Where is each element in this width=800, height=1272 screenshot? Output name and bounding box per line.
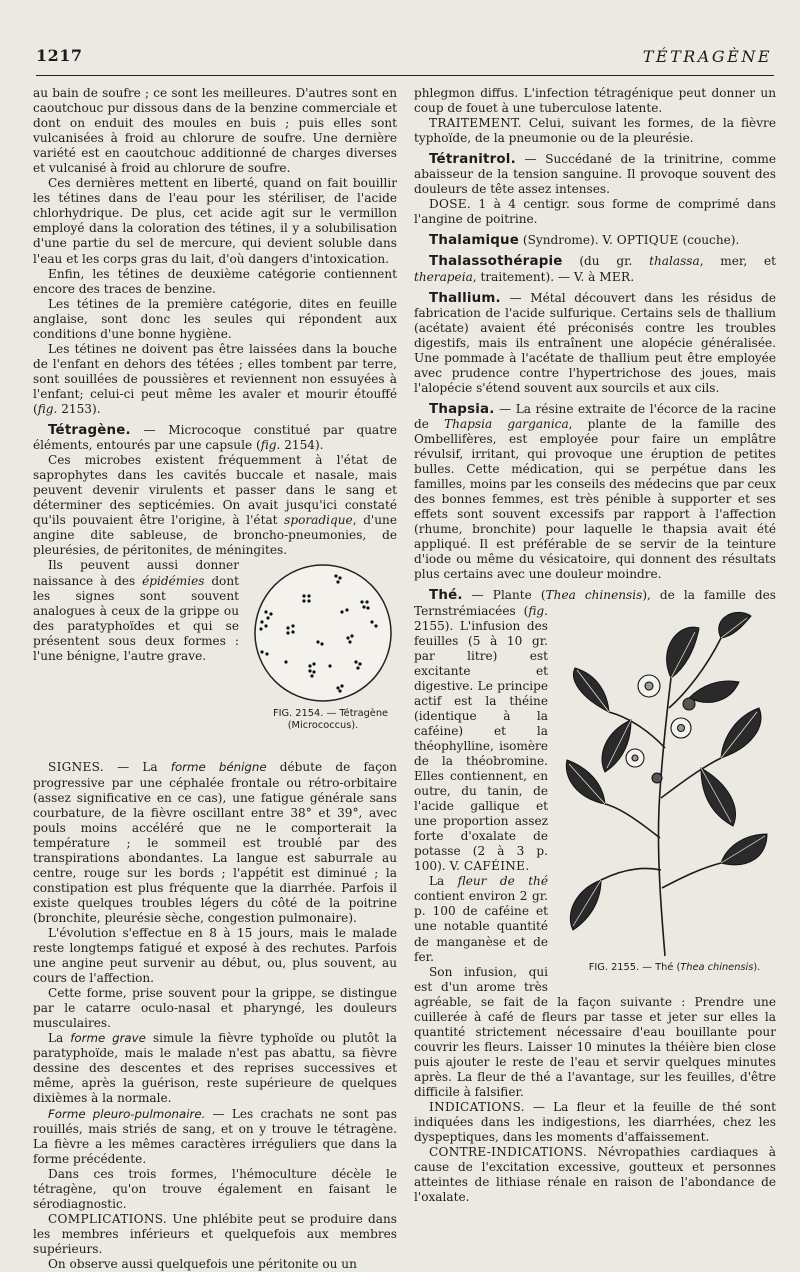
paragraph: On observe aussi quelquefois une péritonite ou un <box>48 1257 357 1271</box>
headword: Thé. <box>429 588 463 604</box>
paragraph: Forme pleuro-pulmonaire. — Les crachats ne sont pas rouillés, mais striés de sang, et on y trouve le tétragène. La fièvre a les mêmes caractères irréguliers que dans la forme précédente. <box>33 1106 397 1166</box>
paragraph: CONTRE-INDICATIONS. Névropathies cardiaques à cause de l'excitation excessive, goutteux et personnes atteintes de lithiase rénale en raison de l'abondance de l'oxalate. <box>414 1145 776 1205</box>
headword: Thallium. <box>429 290 501 306</box>
micrococcus-illustration <box>252 562 394 704</box>
paragraph: La fleur de thé contient environ 2 gr. p. 100 de caféine et une notable quantité de manganèse et de fer. <box>414 874 549 964</box>
figure-2154 <box>245 562 401 760</box>
paragraph: au bain de soufre ; ce sont les meilleures. D'autres sont en caoutchouc pur dissous dans de la benzine commerciale et dont on enduit des moules en buis ; puis elles sont vulcanisées à froid au chlorure de soufre. Une dernière variété est en caoutchouc additionné de charges diverses et vulcanisé à froid au chlorure de soufre. <box>33 86 397 176</box>
right-column <box>414 86 776 1205</box>
entry-the: Thé. — Plante (Thea chinensis), de la famille des Ternstrémiacées (fig. FIG. 2155. — Thé (Thea chinensis). 2155). L'infusion des feuilles (5 à 10 gr. par litre) est excitante et digestive. Le principe actif est la théine (identique à la caféine) et la théophylline, isomère de la théobromine. Elles contiennent, en outre, du tanin, de l'acide gallique et une proportion assez forte d'oxalate de potasse (2 à 3 p. 100). V. CAFÉINE. <box>414 588 776 874</box>
paragraph: TRAITEMENT. Celui, suivant les formes, de la fièvre typhoïde, de la pneumonie ou de la pleurésie. <box>414 116 776 146</box>
paragraph: Enfin, les tétines de deuxième catégorie contiennent encore des traces de benzine. <box>33 266 397 296</box>
paragraph: L'évolution s'effectue en 8 à 15 jours, mais le malade reste longtemps fatigué et exposé à des rechutes. Parfois une angine peut survenir au début, ou, plus souvent, au cours de l'affection. <box>33 925 397 986</box>
tea-plant-illustration <box>561 608 773 958</box>
headword: Thapsia. <box>429 401 495 417</box>
headword: Tétragène. <box>48 423 131 439</box>
paragraph: Les tétines de la première catégorie, dites en feuille anglaise, sont donc les seules qui répondent aux conditions d'une bonne hygiène. <box>33 296 397 341</box>
paragraph: COMPLICATIONS. Une phlébite peut se produire dans les membres inférieurs et quelquefois aux membres supérieurs. <box>33 1211 397 1256</box>
entry-thalassotherapie: Thalassothérapie (du gr. thalassa, mer, et therapeia, traitement). — V. à MER. <box>414 254 776 284</box>
entry-tetragene: Tétragène. — Microcoque constitué par quatre éléments, entourés par une capsule (fig. 2154). <box>33 423 397 453</box>
headword: Thalassothérapie <box>429 254 563 270</box>
figure-caption: FIG. 2155. — Thé (Thea chinensis). <box>588 961 761 973</box>
entry-tetranitrol: Tétranitrol. — Succédané de la trinitrine, comme abaisseur de la tension sanguine. Il provoque souvent des douleurs de tête assez intenses. <box>414 152 776 197</box>
paragraph: INDICATIONS. — La fleur et la feuille de thé sont indiquées dans les indigestions, les diarrhées, chez les dyspeptiques, dans les moments d'affaissement. <box>414 1100 776 1145</box>
paragraph: Ces dernières mettent en liberté, quand on fait bouillir les tétines dans de l'eau pour les stériliser, de l'acide chlorhydrique. De plus, cet acide agit sur le vermillon employé dans la coloration des tétines, il y a solubilisation d'une partie du sel de mercure, qui devient soluble dans l'eau et les corps gras du lait, d'où dangers d'intoxication. <box>33 176 397 266</box>
paragraph: DOSE. 1 à 4 centigr. sous forme de comprimé dans l'angine de poitrine. <box>414 197 776 227</box>
page-header <box>36 46 774 76</box>
paragraph: SIGNES. — La forme bénigne débute de façon progressive par une céphalée frontale ou rétro-orbitaire (assez significative en ce cas), une fatigue générale sans courbature, de la fièvre oscillant entre 38° et 39°, avec pouls moins accéléré que ne le comporterait la température ; le sommeil est troublé par des transpirations abondantes. La langue est saburrale au centre, rouge sur les bords ; l'appétit est diminué ; la constipation est plus fréquente que la diarrhée. Parfois il existe quelques troubles légers du côté de la poitrine (bronchite, pleurésie sèche, congestion pulmonaire). <box>33 760 397 925</box>
headword: Tétranitrol. <box>429 152 516 168</box>
running-head: TÉTRAGÈNE <box>642 47 772 66</box>
left-column <box>33 86 397 1272</box>
page-number: 1217 <box>36 46 83 65</box>
entry-thapsia: Thapsia. — La résine extraite de l'écorce de la racine de Thapsia garganica, plante de la famille des Ombellifères, est employée pour faire un emplâtre révulsif, irritant, qui provoque une éruption de petites bulles. Cette médication, qui se perpétue dans les familles, moins par les conseils des médecins que par ceux des bonnes femmes, est très pénible à supporter et ses effets sont souvent excessifs par rapport à l'affection (rhume, bronchite) pour laquelle le thapsia avait été appliqué. Il est préférable de se servir de la teinture d'iode ou même du vésicatoire, qui donnent des résultats plus certains avec une douleur moindre. <box>414 401 776 582</box>
paragraph: Dans ces trois formes, l'hémoculture décèle le tétragène, qu'on trouve également en faisant le sérodiagnostic. <box>33 1166 397 1211</box>
headword: Thalamique <box>429 233 520 249</box>
figure-2155 <box>556 608 778 984</box>
paragraph: Son infusion, qui est d'un arome très agréable, se fait de la façon suivante : Prendre une cuillerée à café de fleurs par tasse et jeter sur elles la quantité strictement nécessaire d'eau bouillante pour couvrir les fleurs. Laisser 10 minutes la théière bien close puis ajouter le reste de l'eau et servir quelques minutes après. La fleur de thé a l'avantage, sur les feuilles, d'être difficile à falsifier. <box>414 964 776 1099</box>
paragraph: La forme grave simule la fièvre typhoïde ou plutôt la paratyphoïde, mais le malade n'est pas abattu, sa fièvre dessine des descentes et des reprises successives et même, après la guérison, reste supérieure de quelques dixièmes à la normale. <box>33 1031 398 1106</box>
entry-thalamique: Thalamique (Syndrome). V. OPTIQUE (couche). <box>429 233 740 249</box>
paragraph: phlegmon diffus. L'infection tétragénique peut donner un coup de fouet à une tuberculose latente. <box>414 86 776 116</box>
paragraph: Cette forme, prise souvent pour la grippe, se distingue par le catarre oculo-nasal et pharyngé, les douleurs musculaires. <box>33 986 397 1031</box>
paragraph: FIG. 2154. — Tétragène (Micrococcus). Ils peuvent aussi donner naissance à des épidémies dont les signes sont souvent analogues à ceux de la grippe ou des paratyphoïdes et qui se présentent sous deux formes : l'une bénigne, l'autre grave. <box>33 558 397 663</box>
paragraph: Ces microbes existent fréquemment à l'état de saprophytes dans les cavités buccale et nasale, mais peuvent devenir virulents et passer dans le sang et déterminer des septicémies. On avait jusqu'ici constaté qu'ils pouvaient être l'origine, à l'état sporadique, d'une angine dite sableuse, de broncho-pneumonies, de pleurésies, de péritonites, de méningites. <box>33 453 397 558</box>
paragraph: Les tétines ne doivent pas être laissées dans la bouche de l'enfant en dehors des tétées ; elles tombent par terre, sont souillées de poussières et reviennent non essuyées à l'enfant; celui-ci peut même les avaler et mourir étouffé (fig. 2153). <box>33 341 397 416</box>
entry-thallium: Thallium. — Métal découvert dans les résidus de fabrication de l'acide sulfurique. Certains sels de thallium (acétate) avaient été préconisés contre les troubles digestifs, mais ils entraînent une alopécie généralisée. Une pommade à l'acétate de thallium peut être employée avec prudence contre l'hypertrichose des joues, mais l'alopécie s'étend souvent aux sourcils et aux cils. <box>414 290 776 395</box>
figure-caption: FIG. 2154. — Tétragène (Micrococcus). <box>272 708 389 732</box>
